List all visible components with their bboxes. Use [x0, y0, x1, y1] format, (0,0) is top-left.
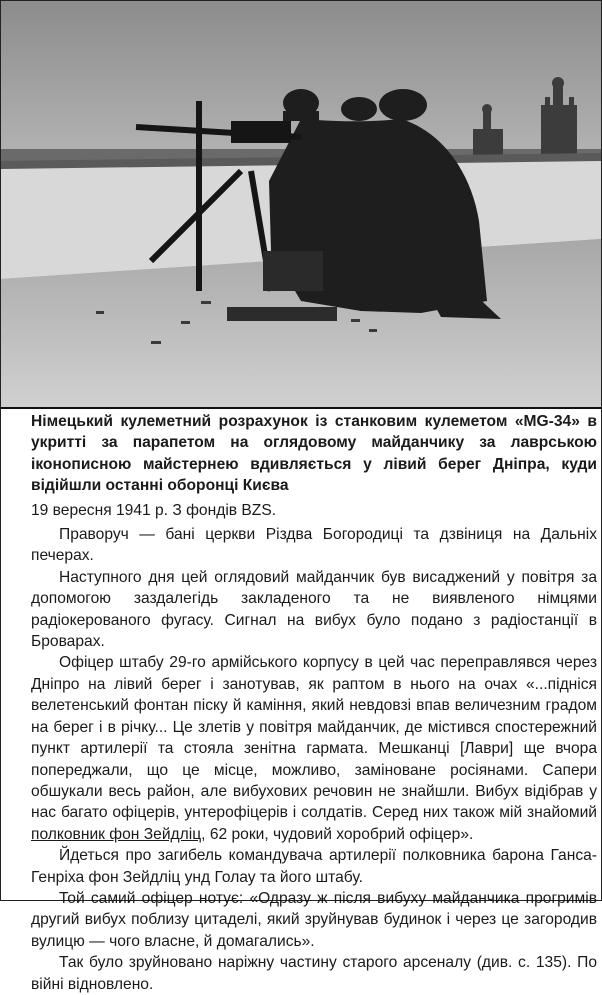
paragraph-3-end: , 62 роки, чудовий хоробрий офіцер».: [201, 825, 474, 843]
paragraph-3: [31, 652, 597, 845]
article-text: [31, 411, 597, 995]
paragraph-4: Йдеться про загибель командувача артилерії полковника барона Ганса-Генріха фон Зейдліц унд Голау та його штабу.: [31, 847, 597, 886]
paragraph-1: Праворуч — бані церкви Різдва Богородиці та дзвіниця на Дальніх печерах.: [31, 526, 597, 565]
ammo-box: [263, 251, 323, 291]
paragraph-5: Той самий офіцер нотує: «Одразу ж після вибуху майданчика прогримів другий вибух поблизу цитаделі, який зруйнував будинок і через це загородив вулицю — чого власне, й домагались».: [31, 889, 597, 950]
paragraph-3-text: Офіцер штабу 29-го армійського корпусу в цей час переправлявся через Дніпро на лівий берег і занотував, як раптом в нього на очах «...підніся велетенський фонтан піску й каміння, який невдовзі впав величезним градом на берег і в річку... Це злетів у повітря майданчик, де містився спостережний пункт артилерії та стояла зенітна гармата. Мешканці [Лаври] ще вчора попереджали, що це місце, можливо, заміноване росіянами. Сапери обшукали весь район, але вибухових речовин не знайшли. Вибух відібрав у нас багато офіцерів, унтерофіцерів і солдатів. Серед них також мій знайомий: [31, 654, 597, 822]
paragraph-6: Так було зруйновано наріжну частину старого арсеналу (див. с. 135). По війні відновлено.: [31, 954, 597, 993]
historical-photograph: [1, 1, 601, 409]
dateline: 19 вересня 1941 р. З фондів BZS.: [31, 501, 277, 519]
photo-caption: Німецький кулеметний розрахунок із станковим кулеметом «MG-34» в укритті за парапетом на оглядовому майданчику за лаврською іконописною майстернею вдивляється у лівий берег Дніпра, куди відійшли останні оборонці Києва: [31, 413, 597, 495]
ammo-belt: [227, 307, 337, 321]
paragraph-2: Наступного дня цей оглядовий майданчик був висаджений у повітря за допомогою заздалегідь закладеного та не виявленого німцями радіокерованого фугасу. Сигнал на вибух було подано з радіостанції в Броварах.: [31, 568, 597, 651]
underlined-name: полковник фон Зейдліц: [31, 825, 202, 843]
photo-illustration: [1, 1, 601, 407]
